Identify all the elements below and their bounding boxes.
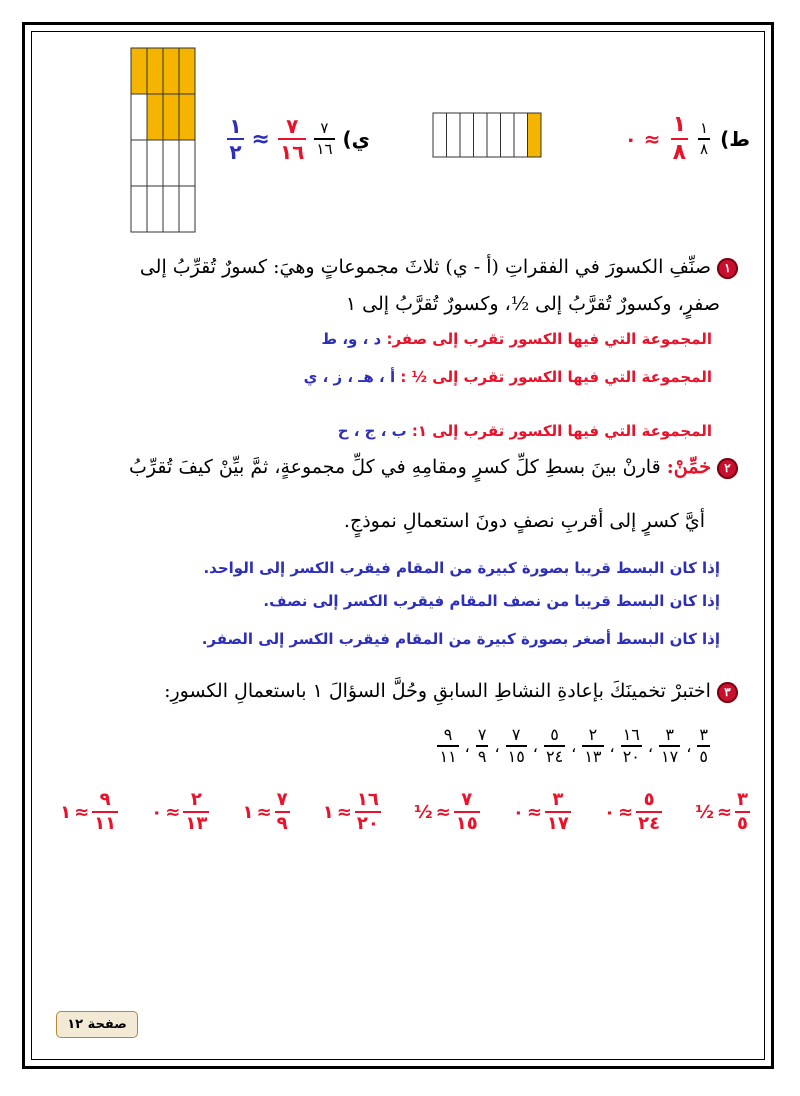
grid-cell [163, 140, 179, 186]
strip-cell [433, 113, 447, 157]
q1-text-1: صنِّفِ الكسورَ في الفقراتِ (أ - ي) ثلاثَ مجموعاتٍ وهيَ: كسورٌ تُقرِّبُ إلى [139, 256, 711, 278]
numerator: ٧ [477, 725, 487, 744]
approx-sign: ≈ [256, 801, 272, 823]
q2-number-badge: ٢ [717, 458, 738, 479]
q3-number-badge: ٣ [717, 682, 738, 703]
fraction [545, 791, 571, 833]
q1-answer-zero: المجموعة التي فيها الكسور تقرب إلى صفر: د ، و، ط [321, 330, 712, 348]
q2-prompt-line1 [48, 456, 738, 479]
fraction-strip-model-ta [432, 112, 546, 160]
denominator: ٢٤ [638, 813, 661, 834]
fraction [544, 727, 565, 765]
fraction [183, 791, 209, 833]
fraction [636, 791, 662, 833]
q3-answer-item [243, 791, 290, 833]
separator: ، [609, 736, 615, 756]
denominator: ٩ [276, 813, 288, 834]
fraction [697, 727, 710, 765]
fraction [92, 791, 118, 833]
q3-answer-item [323, 791, 381, 833]
grid-cell [147, 94, 163, 140]
separator: ، [464, 736, 470, 756]
q1-prompt-line2: صفرٍ، وكسورٌ تُقرَّبُ إلى ½، وكسورٌ تُقرَّبُ إلى ١ [345, 293, 720, 315]
approx-value: ١ [60, 801, 72, 823]
fraction [506, 727, 527, 765]
fraction [621, 727, 642, 765]
q2-answer-1: إذا كان البسط قريبا بصورة كبيرة من المقام فيقرب الكسر إلى الواحد. [203, 559, 720, 577]
separator: ، [532, 736, 538, 756]
strip-cell [474, 113, 488, 157]
grid-cell [131, 94, 147, 140]
numerator: ٥ [643, 789, 655, 810]
numerator: ٣ [665, 725, 674, 744]
numerator: ١٦ [622, 725, 640, 744]
grid-cell [179, 140, 195, 186]
q3-text-1: اختبرْ تخمينَكَ بإعادةِ النشاطِ السابقِ وحُلَّ السؤالَ ١ باستعمالِ الكسورِ: [164, 680, 711, 702]
item-ya-approx-result: $\frac{١}{٢}$ [229, 114, 242, 164]
approx-value: ١ [322, 801, 334, 823]
strip-cell [487, 113, 501, 157]
numerator: ٢ [588, 725, 598, 744]
approx-sign: ≈ [526, 801, 542, 823]
numerator: ٣ [699, 725, 708, 744]
grid-cell [131, 140, 147, 186]
separator: ، [647, 736, 654, 756]
grid-cell [131, 186, 147, 232]
strip-cell [447, 113, 461, 157]
strip-cell [528, 113, 542, 157]
denominator: ٢٠ [356, 813, 379, 834]
numerator: ٩ [443, 725, 453, 744]
item-ta-fraction: $\frac{١}{٨}$ [700, 119, 709, 158]
q2-keyword: خمِّنْ: [666, 456, 711, 478]
grid-cell [147, 186, 163, 232]
q3-answer-item [513, 791, 571, 833]
numerator: ٥ [550, 725, 559, 744]
item-ya-approx-fraction: $\frac{٧}{١٦}$ [279, 114, 305, 164]
approx-value: ٠ [151, 801, 163, 823]
item-ya-fraction: $\frac{٧}{١٦}$ [316, 119, 333, 158]
denominator: ١٥ [507, 747, 525, 766]
item-ya-approx-sign: ≈ [251, 126, 270, 152]
item-ta-row [554, 110, 750, 168]
fraction [735, 791, 750, 833]
approx-sign: ≈ [618, 801, 634, 823]
approx-value: ١ [242, 801, 254, 823]
q2-prompt-line2: أيَّ كسرٍ إلى أقربِ نصفٍ دونَ استعمالِ نموذجٍ. [343, 510, 705, 532]
strip-cell [514, 113, 528, 157]
denominator: ٩ [477, 747, 487, 766]
item-ta-label: ط) [720, 127, 750, 151]
numerator: ٢ [190, 789, 202, 810]
page-number-badge: صفحة ١٢ [56, 1011, 138, 1038]
q1-number-badge: ١ [717, 258, 738, 279]
approx-sign: ≈ [165, 801, 181, 823]
numerator: ٣ [552, 789, 564, 810]
grid-cell [147, 140, 163, 186]
denominator: ١١ [439, 747, 457, 766]
fraction [659, 727, 680, 765]
fraction [355, 791, 381, 833]
grid-cell [179, 186, 195, 232]
grid-cell [131, 48, 147, 94]
q3-fraction-list [150, 718, 710, 774]
numerator: ١٦ [356, 789, 379, 810]
approx-sign: ≈ [74, 801, 90, 823]
numerator: ٧ [461, 789, 473, 810]
q1-answer-half: المجموعة التي فيها الكسور تقرب إلى ½ : أ ، هـ ، ز ، ي [303, 368, 712, 386]
separator: ، [494, 736, 500, 756]
grid-cell [179, 94, 195, 140]
q3-prompt-line1 [48, 680, 738, 703]
numerator: ٧ [511, 725, 521, 744]
fraction [476, 727, 489, 765]
q2-answer-2: إذا كان البسط قريبا من نصف المقام فيقرب الكسر إلى نصف. [263, 592, 720, 610]
grid-cell [147, 48, 163, 94]
item-ta-approx-result: ٠ ≈ [624, 127, 661, 151]
numerator: ٣ [737, 789, 748, 810]
q1-prompt-line1 [48, 256, 738, 279]
item-ta-approx-fraction: $\frac{١}{٨}$ [672, 112, 687, 165]
denominator: ١٣ [185, 813, 208, 834]
item-ya-label: ي) [342, 127, 370, 151]
strip-cell [501, 113, 515, 157]
grid-cell [163, 94, 179, 140]
denominator: ٢٤ [545, 747, 564, 766]
q3-answer-item [604, 791, 662, 833]
denominator: ١٥ [455, 813, 478, 834]
numerator: ٩ [99, 789, 111, 810]
denominator: ١٧ [546, 813, 569, 834]
q2-answer-3: إذا كان البسط أصغر بصورة كبيرة من المقام فيقرب الكسر إلى الصفر. [201, 630, 720, 648]
q3-answer-item [414, 791, 480, 833]
fraction [582, 727, 603, 765]
approx-sign: ≈ [336, 801, 352, 823]
fraction [275, 791, 290, 833]
grid-cell [163, 48, 179, 94]
fraction [437, 727, 458, 765]
approx-sign: ≈ [716, 801, 732, 823]
item-ya-row [212, 110, 370, 168]
separator: ، [571, 736, 577, 756]
q3-answer-item [151, 791, 209, 833]
approx-sign: ≈ [435, 801, 451, 823]
fraction [454, 791, 480, 833]
numerator: ٧ [276, 789, 288, 810]
denominator: ١٧ [661, 747, 679, 766]
q3-answer-item [60, 791, 118, 833]
denominator: ١١ [94, 813, 117, 834]
q3-answer-item [695, 791, 750, 833]
grid-cell [179, 48, 195, 94]
denominator: ١٣ [584, 747, 602, 766]
approx-value: ½ [413, 801, 433, 823]
q2-text-1: قارنْ بينَ بسطِ كلِّ كسرٍ ومقامِهِ في كلِّ مجموعةٍ، ثمَّ بيِّنْ كيفَ تُقرِّبُ [129, 456, 661, 478]
separator: ، [686, 736, 692, 756]
fraction-grid-model-ya [130, 47, 196, 237]
strip-cell [460, 113, 474, 157]
denominator: ٥ [737, 813, 748, 834]
q3-answer-row [60, 782, 750, 842]
q1-answer-one: المجموعة التي فيها الكسور تقرب إلى ١: ب ، ج ، ح [337, 422, 712, 440]
approx-value: ٠ [512, 801, 524, 823]
grid-cell [163, 186, 179, 232]
approx-value: ٠ [604, 801, 616, 823]
denominator: ٥ [699, 747, 708, 766]
denominator: ٢٠ [622, 747, 640, 766]
approx-value: ½ [695, 801, 714, 823]
